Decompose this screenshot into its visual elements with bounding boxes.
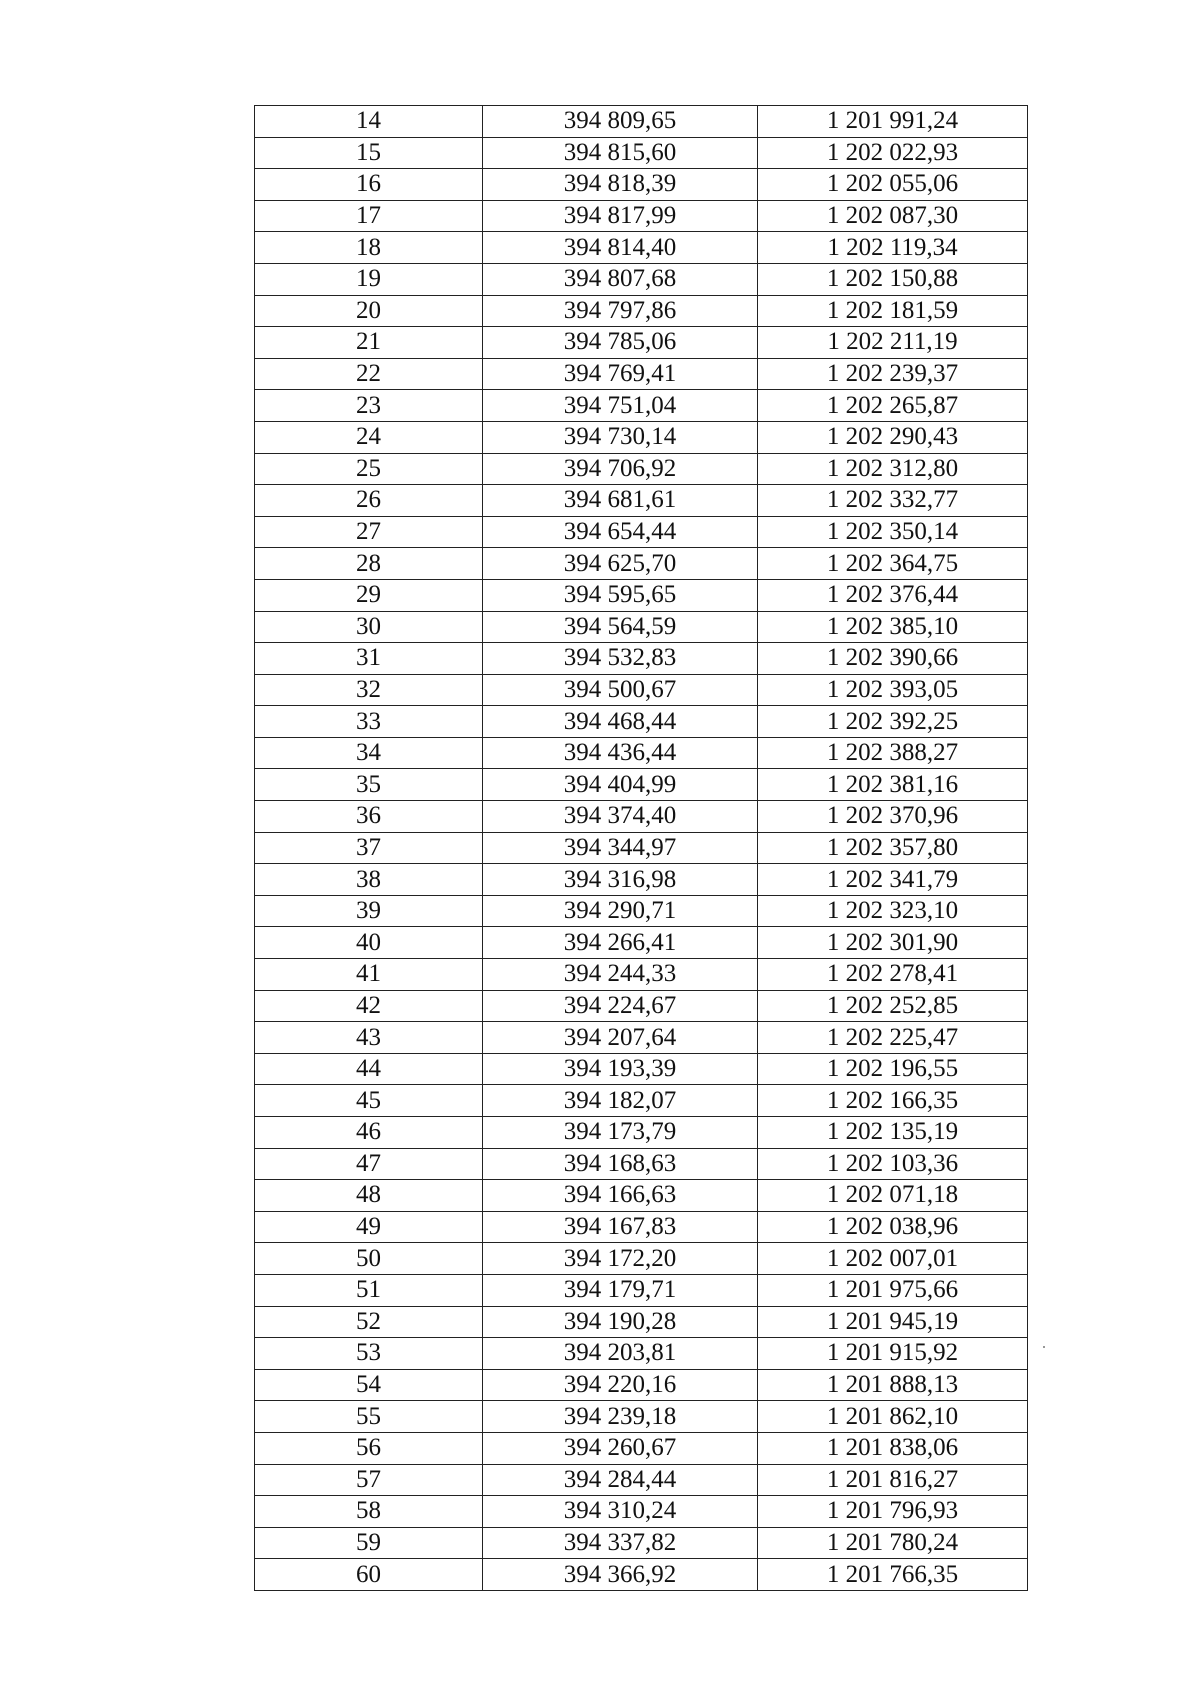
point-number-cell: 50	[255, 1243, 483, 1275]
point-number-cell: 28	[255, 548, 483, 580]
point-number-cell: 58	[255, 1496, 483, 1528]
table-row	[255, 927, 1028, 959]
x-coordinate-cell: 394 203,81	[483, 1338, 758, 1370]
y-coordinate-cell: 1 202 150,88	[758, 263, 1028, 295]
point-number-cell: 24	[255, 421, 483, 453]
y-coordinate-cell: 1 202 390,66	[758, 643, 1028, 675]
x-coordinate-cell: 394 625,70	[483, 548, 758, 580]
point-number-cell: 41	[255, 959, 483, 991]
x-coordinate-cell: 394 193,39	[483, 1053, 758, 1085]
y-coordinate-cell: 1 202 071,18	[758, 1180, 1028, 1212]
table-row	[255, 1338, 1028, 1370]
point-number-cell: 21	[255, 327, 483, 359]
table-row	[255, 959, 1028, 991]
point-number-cell: 40	[255, 927, 483, 959]
point-number-cell: 43	[255, 1022, 483, 1054]
y-coordinate-cell: 1 202 301,90	[758, 927, 1028, 959]
x-coordinate-cell: 394 224,67	[483, 990, 758, 1022]
point-number-cell: 19	[255, 263, 483, 295]
y-coordinate-cell: 1 202 055,06	[758, 169, 1028, 201]
x-coordinate-cell: 394 260,67	[483, 1432, 758, 1464]
x-coordinate-cell: 394 344,97	[483, 832, 758, 864]
y-coordinate-cell: 1 202 087,30	[758, 200, 1028, 232]
table-row	[255, 1148, 1028, 1180]
point-number-cell: 45	[255, 1085, 483, 1117]
table-row	[255, 1211, 1028, 1243]
x-coordinate-cell: 394 173,79	[483, 1117, 758, 1149]
table-row	[255, 895, 1028, 927]
table-row	[255, 1432, 1028, 1464]
x-coordinate-cell: 394 564,59	[483, 611, 758, 643]
point-number-cell: 59	[255, 1527, 483, 1559]
table-row	[255, 990, 1028, 1022]
table-row	[255, 1117, 1028, 1149]
point-number-cell: 32	[255, 674, 483, 706]
table-row	[255, 1527, 1028, 1559]
table-row	[255, 1401, 1028, 1433]
y-coordinate-cell: 1 202 278,41	[758, 959, 1028, 991]
table-row	[255, 232, 1028, 264]
x-coordinate-cell: 394 266,41	[483, 927, 758, 959]
y-coordinate-cell: 1 201 780,24	[758, 1527, 1028, 1559]
table-row	[255, 169, 1028, 201]
table-row	[255, 137, 1028, 169]
x-coordinate-cell: 394 366,92	[483, 1559, 758, 1591]
y-coordinate-cell: 1 202 166,35	[758, 1085, 1028, 1117]
y-coordinate-cell: 1 202 225,47	[758, 1022, 1028, 1054]
point-number-cell: 16	[255, 169, 483, 201]
y-coordinate-cell: 1 201 991,24	[758, 106, 1028, 138]
y-coordinate-cell: 1 201 945,19	[758, 1306, 1028, 1338]
x-coordinate-cell: 394 284,44	[483, 1464, 758, 1496]
point-number-cell: 44	[255, 1053, 483, 1085]
point-number-cell: 56	[255, 1432, 483, 1464]
x-coordinate-cell: 394 751,04	[483, 390, 758, 422]
table-row	[255, 200, 1028, 232]
x-coordinate-cell: 394 167,83	[483, 1211, 758, 1243]
x-coordinate-cell: 394 681,61	[483, 485, 758, 517]
point-number-cell: 52	[255, 1306, 483, 1338]
table-row	[255, 1053, 1028, 1085]
point-number-cell: 36	[255, 801, 483, 833]
y-coordinate-cell: 1 201 796,93	[758, 1496, 1028, 1528]
point-number-cell: 38	[255, 864, 483, 896]
table-row	[255, 769, 1028, 801]
x-coordinate-cell: 394 595,65	[483, 579, 758, 611]
point-number-cell: 34	[255, 737, 483, 769]
x-coordinate-cell: 394 814,40	[483, 232, 758, 264]
table-row	[255, 1022, 1028, 1054]
y-coordinate-cell: 1 202 381,16	[758, 769, 1028, 801]
x-coordinate-cell: 394 179,71	[483, 1274, 758, 1306]
x-coordinate-cell: 394 182,07	[483, 1085, 758, 1117]
x-coordinate-cell: 394 500,67	[483, 674, 758, 706]
point-number-cell: 37	[255, 832, 483, 864]
table-row	[255, 1464, 1028, 1496]
table-row	[255, 579, 1028, 611]
x-coordinate-cell: 394 809,65	[483, 106, 758, 138]
table-row	[255, 421, 1028, 453]
table-row	[255, 485, 1028, 517]
x-coordinate-cell: 394 374,40	[483, 801, 758, 833]
point-number-cell: 23	[255, 390, 483, 422]
point-number-cell: 57	[255, 1464, 483, 1496]
table-row	[255, 1496, 1028, 1528]
point-number-cell: 42	[255, 990, 483, 1022]
x-coordinate-cell: 394 468,44	[483, 706, 758, 738]
table-row	[255, 864, 1028, 896]
x-coordinate-cell: 394 797,86	[483, 295, 758, 327]
point-number-cell: 49	[255, 1211, 483, 1243]
x-coordinate-cell: 394 207,64	[483, 1022, 758, 1054]
y-coordinate-cell: 1 202 357,80	[758, 832, 1028, 864]
point-number-cell: 47	[255, 1148, 483, 1180]
y-coordinate-cell: 1 202 211,19	[758, 327, 1028, 359]
table-row	[255, 1369, 1028, 1401]
table-row	[255, 516, 1028, 548]
y-coordinate-cell: 1 202 388,27	[758, 737, 1028, 769]
x-coordinate-cell: 394 706,92	[483, 453, 758, 485]
y-coordinate-cell: 1 202 364,75	[758, 548, 1028, 580]
x-coordinate-cell: 394 817,99	[483, 200, 758, 232]
x-coordinate-cell: 394 172,20	[483, 1243, 758, 1275]
point-number-cell: 53	[255, 1338, 483, 1370]
point-number-cell: 25	[255, 453, 483, 485]
x-coordinate-cell: 394 818,39	[483, 169, 758, 201]
x-coordinate-cell: 394 730,14	[483, 421, 758, 453]
point-number-cell: 48	[255, 1180, 483, 1212]
y-coordinate-cell: 1 202 265,87	[758, 390, 1028, 422]
x-coordinate-cell: 394 190,28	[483, 1306, 758, 1338]
x-coordinate-cell: 394 769,41	[483, 358, 758, 390]
x-coordinate-cell: 394 807,68	[483, 263, 758, 295]
point-number-cell: 39	[255, 895, 483, 927]
y-coordinate-cell: 1 202 370,96	[758, 801, 1028, 833]
point-number-cell: 27	[255, 516, 483, 548]
table-row	[255, 706, 1028, 738]
x-coordinate-cell: 394 654,44	[483, 516, 758, 548]
y-coordinate-cell: 1 202 392,25	[758, 706, 1028, 738]
point-number-cell: 31	[255, 643, 483, 675]
x-coordinate-cell: 394 404,99	[483, 769, 758, 801]
x-coordinate-cell: 394 290,71	[483, 895, 758, 927]
x-coordinate-cell: 394 220,16	[483, 1369, 758, 1401]
point-number-cell: 29	[255, 579, 483, 611]
y-coordinate-cell: 1 202 252,85	[758, 990, 1028, 1022]
x-coordinate-cell: 394 168,63	[483, 1148, 758, 1180]
table-row	[255, 263, 1028, 295]
table-row	[255, 1559, 1028, 1591]
coordinates-table	[254, 105, 1028, 1591]
table-row	[255, 611, 1028, 643]
x-coordinate-cell: 394 310,24	[483, 1496, 758, 1528]
y-coordinate-cell: 1 201 816,27	[758, 1464, 1028, 1496]
x-coordinate-cell: 394 785,06	[483, 327, 758, 359]
y-coordinate-cell: 1 202 181,59	[758, 295, 1028, 327]
y-coordinate-cell: 1 202 385,10	[758, 611, 1028, 643]
table-row	[255, 327, 1028, 359]
scan-speck	[1043, 1346, 1045, 1348]
point-number-cell: 17	[255, 200, 483, 232]
y-coordinate-cell: 1 202 022,93	[758, 137, 1028, 169]
y-coordinate-cell: 1 202 196,55	[758, 1053, 1028, 1085]
y-coordinate-cell: 1 202 007,01	[758, 1243, 1028, 1275]
y-coordinate-cell: 1 202 312,80	[758, 453, 1028, 485]
point-number-cell: 26	[255, 485, 483, 517]
y-coordinate-cell: 1 202 393,05	[758, 674, 1028, 706]
table-row	[255, 737, 1028, 769]
x-coordinate-cell: 394 815,60	[483, 137, 758, 169]
y-coordinate-cell: 1 201 766,35	[758, 1559, 1028, 1591]
point-number-cell: 20	[255, 295, 483, 327]
x-coordinate-cell: 394 239,18	[483, 1401, 758, 1433]
point-number-cell: 18	[255, 232, 483, 264]
table-row	[255, 106, 1028, 138]
point-number-cell: 60	[255, 1559, 483, 1591]
x-coordinate-cell: 394 337,82	[483, 1527, 758, 1559]
table-row	[255, 1243, 1028, 1275]
y-coordinate-cell: 1 202 323,10	[758, 895, 1028, 927]
point-number-cell: 15	[255, 137, 483, 169]
table-row	[255, 1306, 1028, 1338]
x-coordinate-cell: 394 316,98	[483, 864, 758, 896]
y-coordinate-cell: 1 202 038,96	[758, 1211, 1028, 1243]
table-row	[255, 358, 1028, 390]
table-row	[255, 548, 1028, 580]
table-row	[255, 674, 1028, 706]
point-number-cell: 35	[255, 769, 483, 801]
point-number-cell: 22	[255, 358, 483, 390]
y-coordinate-cell: 1 201 975,66	[758, 1274, 1028, 1306]
table-row	[255, 643, 1028, 675]
table-row	[255, 832, 1028, 864]
y-coordinate-cell: 1 202 290,43	[758, 421, 1028, 453]
y-coordinate-cell: 1 201 915,92	[758, 1338, 1028, 1370]
y-coordinate-cell: 1 201 838,06	[758, 1432, 1028, 1464]
y-coordinate-cell: 1 202 350,14	[758, 516, 1028, 548]
point-number-cell: 33	[255, 706, 483, 738]
table-row	[255, 1085, 1028, 1117]
y-coordinate-cell: 1 202 376,44	[758, 579, 1028, 611]
y-coordinate-cell: 1 202 119,34	[758, 232, 1028, 264]
point-number-cell: 51	[255, 1274, 483, 1306]
point-number-cell: 46	[255, 1117, 483, 1149]
table-row	[255, 295, 1028, 327]
x-coordinate-cell: 394 166,63	[483, 1180, 758, 1212]
table-row	[255, 390, 1028, 422]
y-coordinate-cell: 1 202 341,79	[758, 864, 1028, 896]
point-number-cell: 14	[255, 106, 483, 138]
y-coordinate-cell: 1 202 332,77	[758, 485, 1028, 517]
table-row	[255, 1274, 1028, 1306]
point-number-cell: 30	[255, 611, 483, 643]
point-number-cell: 55	[255, 1401, 483, 1433]
x-coordinate-cell: 394 532,83	[483, 643, 758, 675]
table-row	[255, 1180, 1028, 1212]
y-coordinate-cell: 1 202 135,19	[758, 1117, 1028, 1149]
table-row	[255, 801, 1028, 833]
table-row	[255, 453, 1028, 485]
y-coordinate-cell: 1 201 888,13	[758, 1369, 1028, 1401]
y-coordinate-cell: 1 202 239,37	[758, 358, 1028, 390]
point-number-cell: 54	[255, 1369, 483, 1401]
y-coordinate-cell: 1 202 103,36	[758, 1148, 1028, 1180]
x-coordinate-cell: 394 244,33	[483, 959, 758, 991]
y-coordinate-cell: 1 201 862,10	[758, 1401, 1028, 1433]
coordinates-table-body	[255, 106, 1028, 1591]
x-coordinate-cell: 394 436,44	[483, 737, 758, 769]
